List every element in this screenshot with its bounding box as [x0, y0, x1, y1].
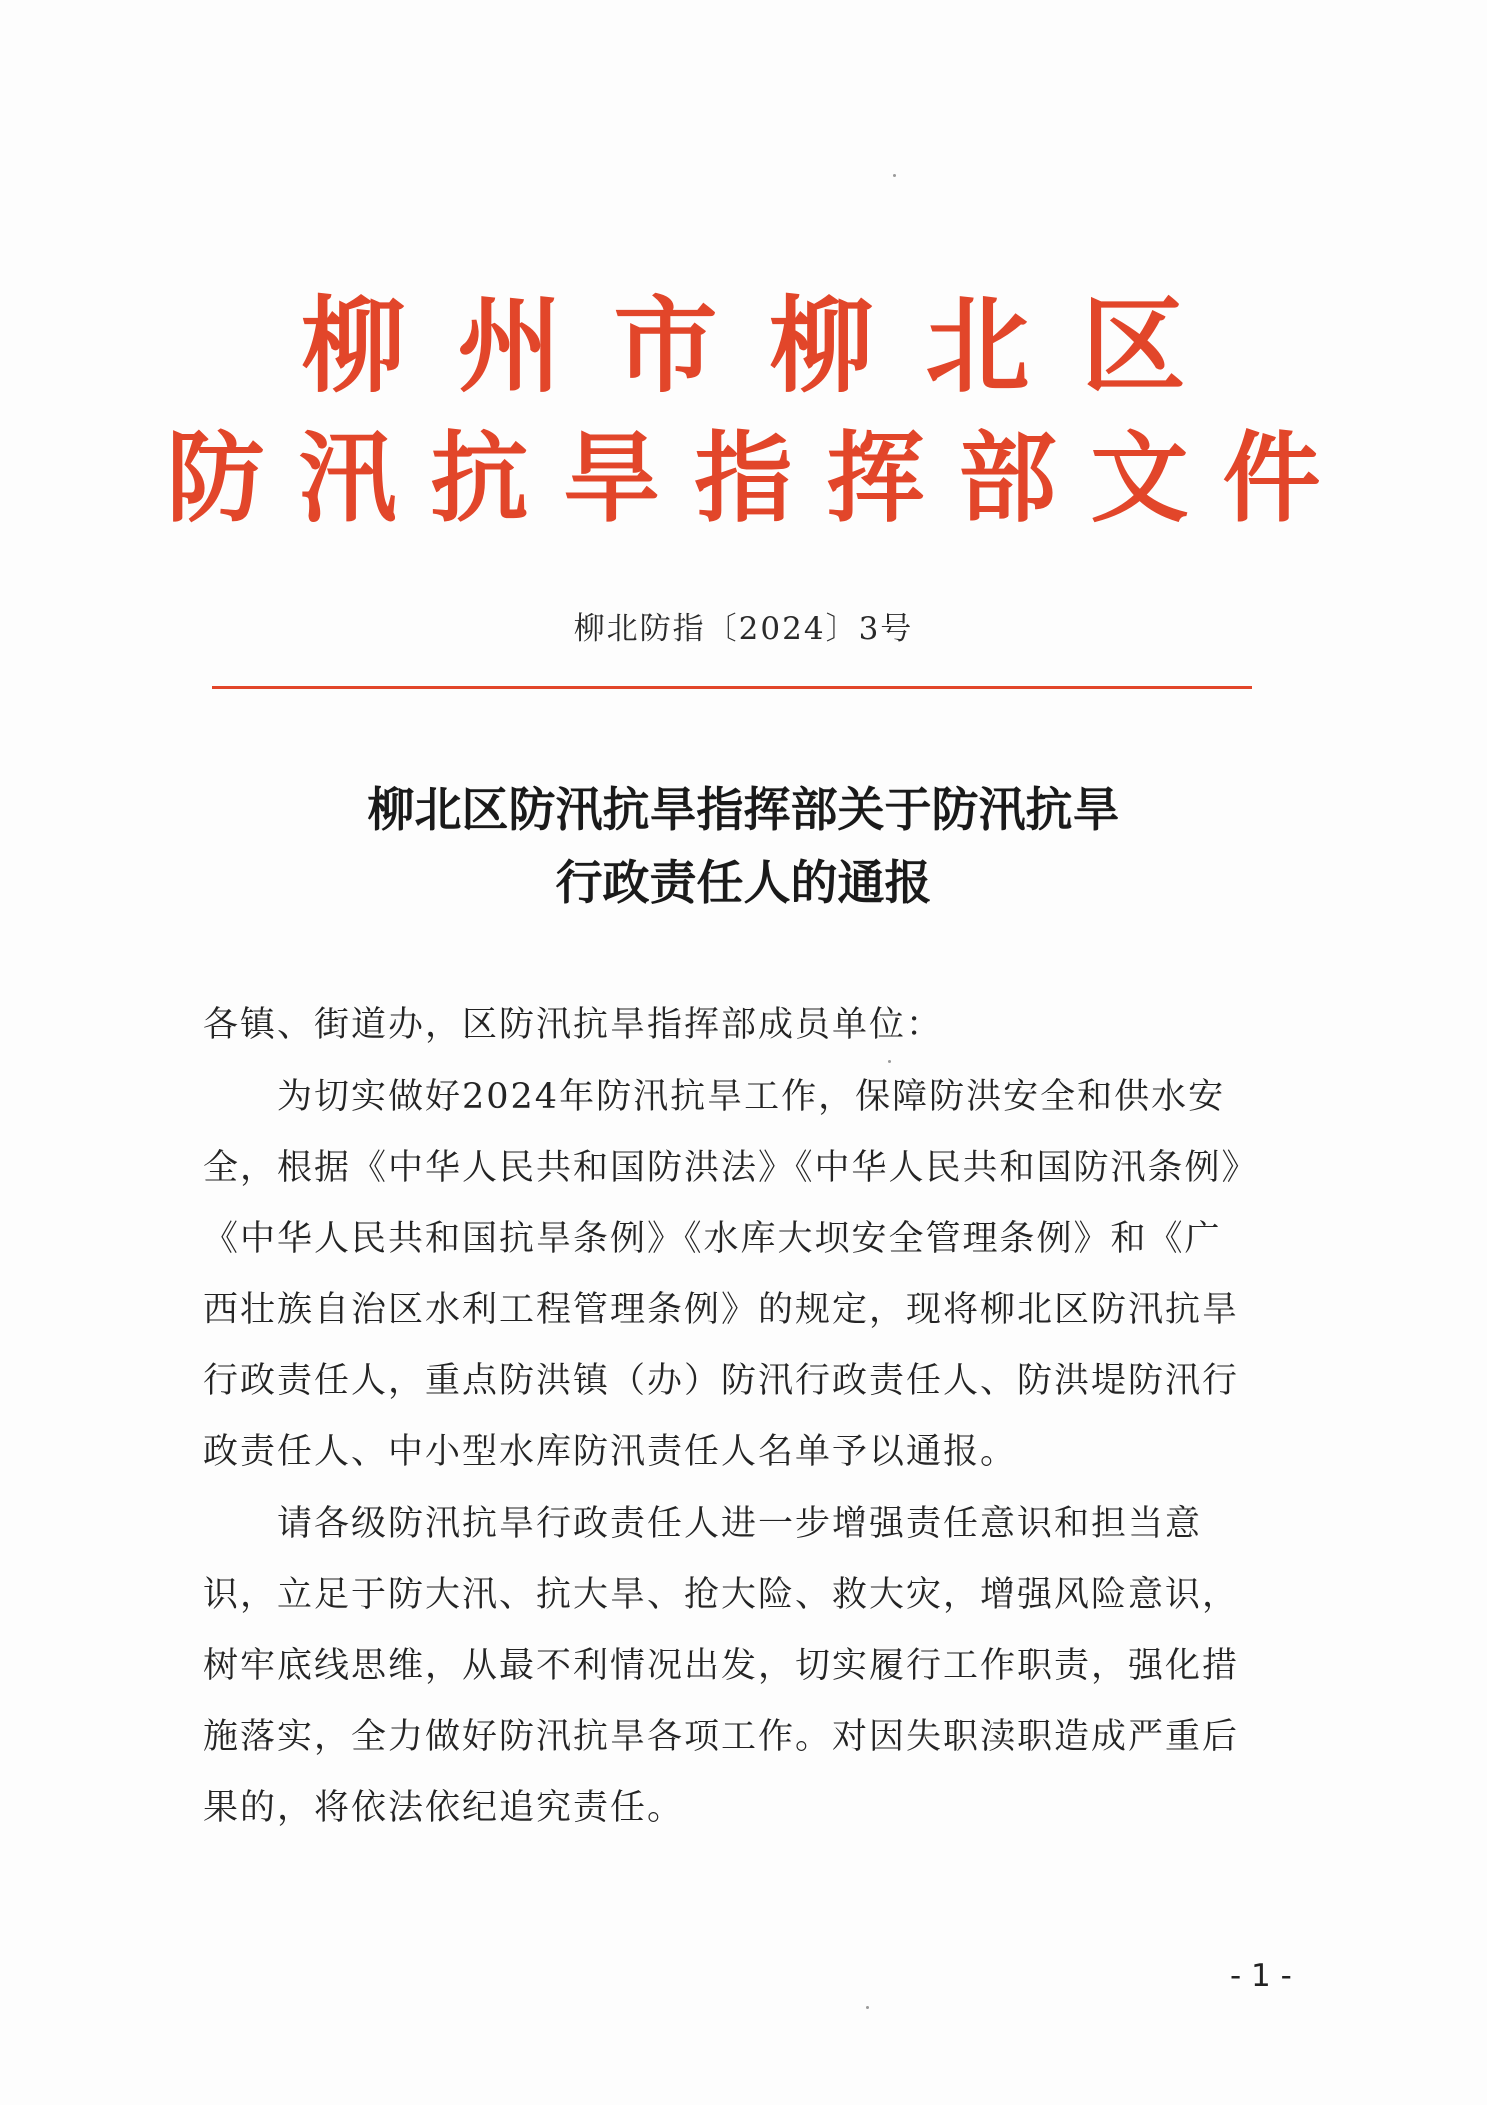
issuer-header-line2: 防汛抗旱指挥部文件: [166, 422, 1355, 536]
paragraph-line: 全，根据《中华人民共和国防洪法》《中华人民共和国防汛条例》: [203, 1148, 1259, 1188]
scan-speck: [888, 1060, 891, 1063]
paragraph-line: 识，立足于防大汛、抗大旱、抢大险、救大灾，增强风险意识，: [203, 1575, 1240, 1615]
body-paragraph-2: [203, 1489, 1303, 1844]
paragraph-line: 西壮族自治区水利工程管理条例》的规定，现将柳北区防汛抗旱: [203, 1290, 1240, 1330]
salutation: 各镇、街道办，区防汛抗旱指挥部成员单位：: [203, 1005, 944, 1045]
paragraph-line: 树牢底线思维，从最不利情况出发，切实履行工作职责，强化措: [203, 1646, 1240, 1686]
paragraph-line: 施落实，全力做好防汛抗旱各项工作。对因失职渎职造成严重后: [203, 1717, 1240, 1757]
paragraph-line: 果的，将依法依纪追究责任。: [203, 1788, 685, 1828]
paragraph-line: 请各级防汛抗旱行政责任人进一步增强责任意识和担当意: [203, 1504, 1203, 1544]
paragraph-line: 为切实做好2024年防汛抗旱工作，保障防洪安全和供水安: [203, 1077, 1226, 1117]
body-paragraph-1: [203, 1062, 1303, 1488]
document-title-line2: 行政责任人的通报: [555, 856, 932, 911]
red-divider-rule: [212, 686, 1252, 689]
document-number: 柳北防指〔2024〕3号: [573, 611, 914, 647]
document-title-line1: 柳北区防汛抗旱指挥部关于防汛抗旱: [367, 783, 1120, 838]
issuer-header-line1: 柳州市柳北区: [301, 285, 1238, 407]
scan-speck: [866, 2006, 869, 2009]
scan-speck: [893, 174, 896, 177]
page-number: - 1 -: [1230, 1958, 1292, 1994]
paragraph-line: 《中华人民共和国抗旱条例》《水库大坝安全管理条例》和《广: [203, 1219, 1222, 1259]
paragraph-line: 政责任人、中小型水库防汛责任人名单予以通报。: [203, 1432, 1018, 1472]
paragraph-line: 行政责任人，重点防洪镇（办）防汛行政责任人、防洪堤防汛行: [203, 1361, 1240, 1401]
